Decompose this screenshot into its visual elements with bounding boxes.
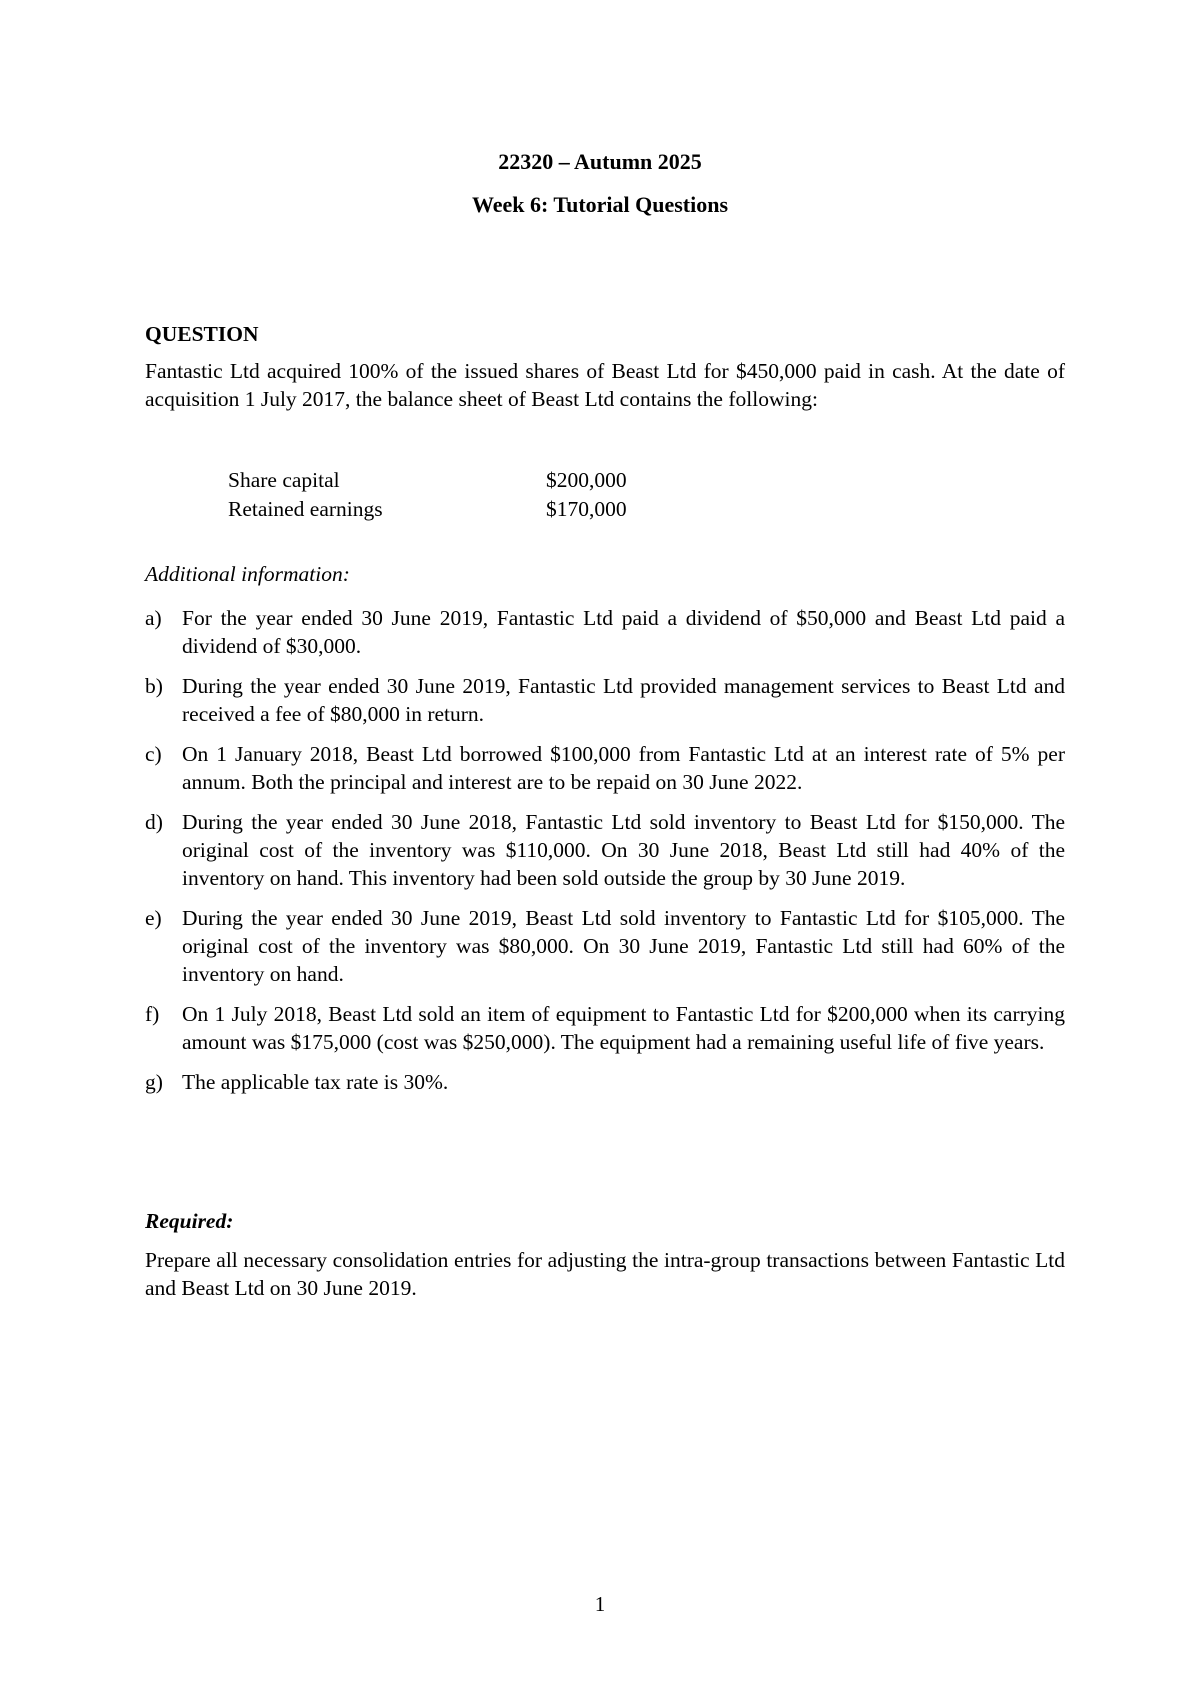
list-item-label: e) [145, 906, 162, 930]
list-item [145, 1000, 1065, 1056]
list-item-text: For the year ended 30 June 2019, Fantastic Ltd paid a dividend of $50,000 and Beast Ltd paid a dividend of $30,000. [182, 606, 1065, 658]
list-item-text: During the year ended 30 June 2019, Fantastic Ltd provided management services to Beast Ltd and received a fee of $80,000 in return. [182, 674, 1065, 726]
tutorial-subtitle: Week 6: Tutorial Questions [471, 192, 729, 217]
list-item-text: The applicable tax rate is 30%. [182, 1070, 449, 1094]
balance-row [228, 466, 828, 495]
list-item-label: b) [145, 674, 163, 698]
list-item-label: f) [145, 1002, 160, 1026]
required-text: Prepare all necessary consolidation entries for adjusting the intra-group transactions between Fantastic Ltd and Beast Ltd on 30 June 2019. [145, 1248, 1065, 1300]
question-heading: QUESTION [145, 322, 259, 346]
balance-label: Retained earnings [228, 497, 383, 521]
list-item-label: a) [145, 606, 162, 630]
required-heading: Required: [145, 1209, 234, 1233]
balance-sheet [228, 466, 828, 524]
additional-info-heading: Additional information: [145, 562, 350, 586]
list-item-label: g) [145, 1070, 163, 1094]
question-intro: Fantastic Ltd acquired 100% of the issued shares of Beast Ltd for $450,000 paid in cash. At the date of acquisition 1 July 2017, the balance sheet of Beast Ltd contains the following: [145, 359, 1065, 411]
list-item [145, 672, 1065, 728]
list-item [145, 1068, 1065, 1096]
list-item-text: On 1 January 2018, Beast Ltd borrowed $100,000 from Fantastic Ltd at an interest rate of 5% per annum. Both the principal and interest are to be repaid on 30 June 2022. [182, 742, 1065, 794]
balance-value: $200,000 [546, 468, 627, 492]
course-title: 22320 – Autumn 2025 [498, 149, 702, 174]
list-item-text: During the year ended 30 June 2018, Fantastic Ltd sold inventory to Beast Ltd for $150,000. The original cost of the inventory was $110,000. On 30 June 2018, Beast Ltd still had 40% of the inventory on hand. This inventory had been sold outside the group by 30 June 2019. [182, 810, 1065, 890]
list-item [145, 904, 1065, 988]
list-item [145, 604, 1065, 660]
balance-value: $170,000 [546, 497, 627, 521]
list-item-label: d) [145, 810, 163, 834]
list-item-text: On 1 July 2018, Beast Ltd sold an item of equipment to Fantastic Ltd for $200,000 when its carrying amount was $175,000 (cost was $250,000). The equipment had a remaining useful life of five years. [182, 1002, 1065, 1054]
balance-row [228, 495, 828, 524]
page-number: 1 [594, 1592, 606, 1616]
list-item [145, 740, 1065, 796]
balance-label: Share capital [228, 468, 340, 492]
list-item [145, 808, 1065, 892]
list-item-label: c) [145, 742, 162, 766]
additional-info-list [145, 604, 1065, 1108]
list-item-text: During the year ended 30 June 2019, Beast Ltd sold inventory to Fantastic Ltd for $105,000. The original cost of the inventory was $80,000. On 30 June 2019, Fantastic Ltd still had 60% of the inventory on hand. [182, 906, 1065, 986]
